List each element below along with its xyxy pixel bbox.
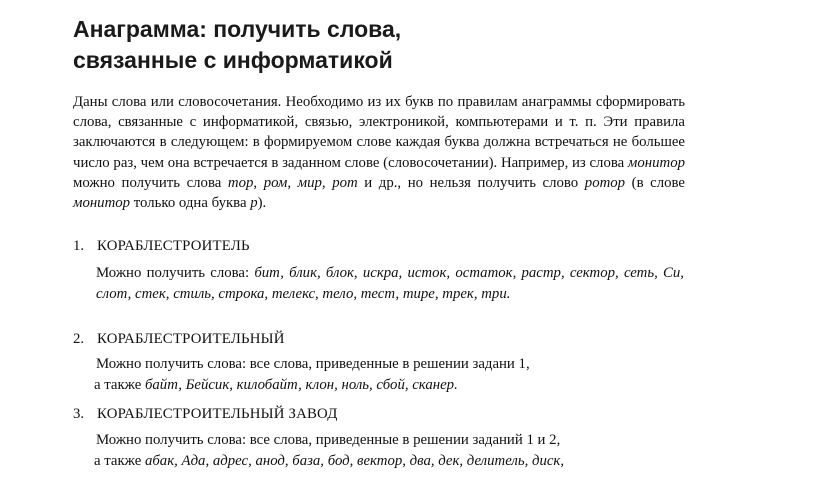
answer-words: байт, Бейсик, килобайт, клон, ноль, сбой, сканер. bbox=[144, 377, 458, 393]
answer-words: абак, Ада, адрес, анод, база, бод, вектор, два, дек, делитель, диск, bbox=[144, 453, 565, 469]
task-answer bbox=[96, 263, 684, 305]
task-word: КОРАБЛЕСТРОИТЕЛЬНЫЙ bbox=[97, 331, 285, 347]
answer-lead: Можно получить слова: bbox=[96, 265, 255, 281]
example-word: монитор bbox=[627, 154, 685, 171]
intro-text: только одна буква bbox=[130, 195, 251, 212]
example-word: р bbox=[250, 195, 258, 212]
separator: , bbox=[321, 174, 333, 191]
answer-words: бит, блик, блок, искра, исток, остаток, растр, сектор, сеть, Си, слот, стек, стиль, строка, телекс, тело, тест, тире, трек, три. bbox=[96, 265, 684, 302]
intro-paragraph bbox=[73, 92, 685, 213]
answer-lead-2: а также bbox=[94, 377, 145, 393]
task-word: КОРАБЛЕСТРОИТЕЛЬ bbox=[97, 238, 250, 254]
task-heading bbox=[73, 236, 250, 256]
task-word: КОРАБЛЕСТРОИТЕЛЬНЫЙ ЗАВОД bbox=[97, 406, 338, 422]
title-line-1: Анаграмма: получить слова, bbox=[73, 16, 402, 42]
task-number: 2. bbox=[73, 331, 85, 347]
separator: , bbox=[253, 174, 264, 191]
example-word: монитор bbox=[73, 195, 131, 212]
task-answer bbox=[96, 430, 684, 472]
example-word: тор bbox=[227, 174, 254, 191]
task-answer bbox=[96, 354, 684, 396]
intro-text: (в слове bbox=[625, 174, 685, 191]
example-word: ротор bbox=[584, 174, 626, 191]
answer-lead: Можно получить слова: все слова, приведенные в решении заданий 1 и 2, bbox=[96, 432, 561, 448]
task-number: 3. bbox=[73, 406, 85, 422]
answer-lead: Можно получить слова: все слова, приведенные в решении задани 1, bbox=[96, 356, 530, 372]
intro-text: можно получить слова bbox=[73, 174, 228, 191]
task-number: 1. bbox=[73, 238, 85, 254]
task-heading bbox=[73, 404, 338, 424]
separator: , bbox=[287, 174, 298, 191]
page-title bbox=[73, 14, 793, 76]
intro-text: Даны слова или словосочетания. Необходимо из их букв по правилам анаграммы сформировать слова, связанные с информатикой, связью, электроникой, компьютерами и т. п. Эти правила заключаются в следующем: в формируемом слове каждая буква должна встречаться не большее число раз, чем она встречается в заданном слове (словосочетании). Например, из слова bbox=[73, 94, 685, 171]
task-heading bbox=[73, 329, 285, 349]
example-word: ром bbox=[263, 174, 288, 191]
answer-lead-2: а также bbox=[94, 453, 145, 469]
example-word: мир bbox=[297, 174, 322, 191]
example-word: рот bbox=[332, 174, 358, 191]
intro-text: и др., но нельзя получить слово bbox=[357, 174, 585, 191]
intro-text: ). bbox=[257, 195, 267, 212]
title-line-2: связанные с информатикой bbox=[73, 47, 393, 73]
